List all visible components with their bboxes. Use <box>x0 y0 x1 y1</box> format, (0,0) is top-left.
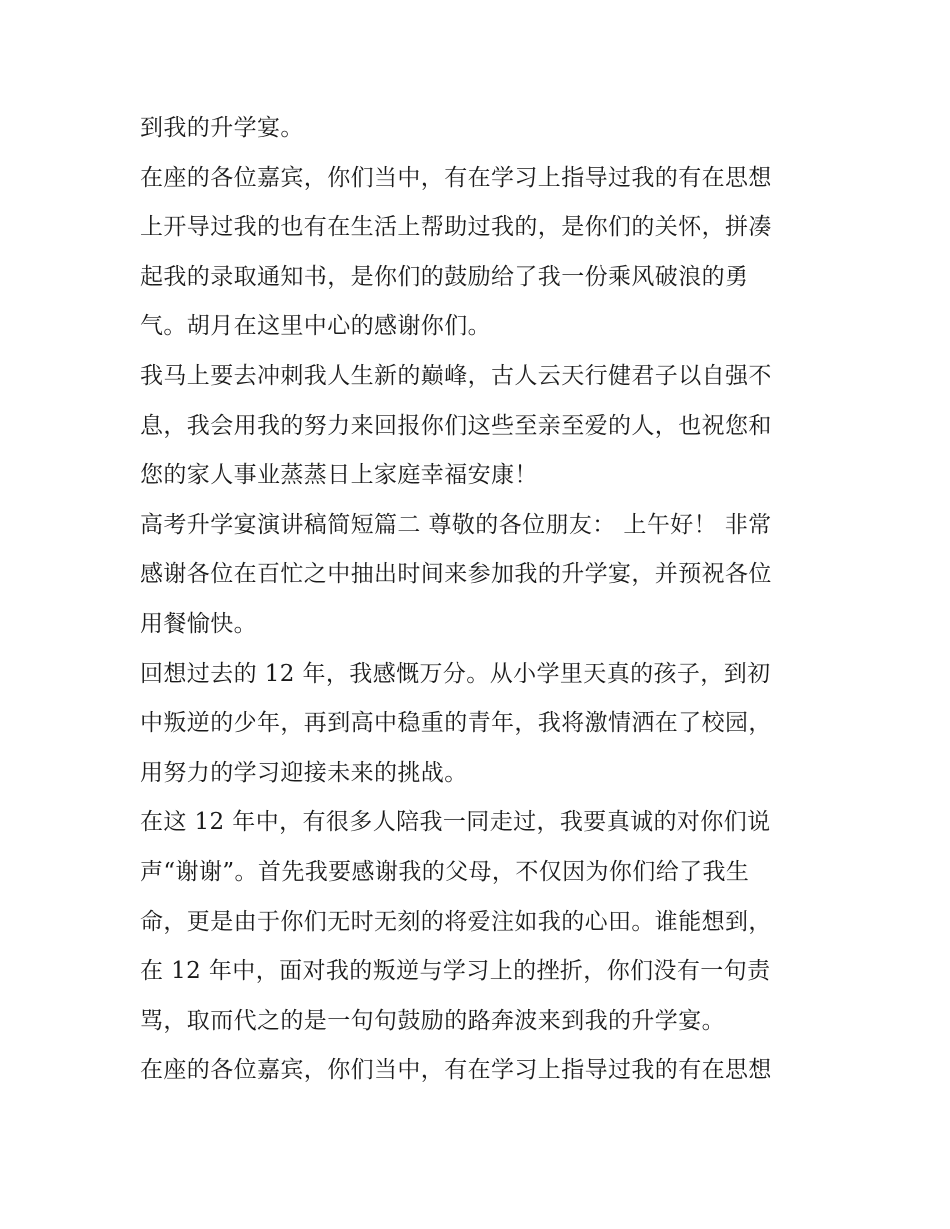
text-line: 用餐愉快。 <box>140 610 257 637</box>
text-line: 中叛逆的少年，再到高中稳重的青年，我将激情洒在了校园， <box>140 710 772 737</box>
text-line: 上开导过我的也有在生活上帮助过我的，是你们的关怀，拼凑 <box>140 214 772 241</box>
text-line: 命，更是由于你们无时无刻的将爱注如我的心田。谁能想到， <box>140 908 772 935</box>
text-line: 我马上要去冲刺我人生新的巅峰，古人云天行健君子以自强不 <box>140 362 772 389</box>
text-line: 息，我会用我的努力来回报你们这些至亲至爱的人，也祝您和 <box>140 412 772 439</box>
text-line: 高考升学宴演讲稿简短篇二 尊敬的各位朋友： 上午好！ 非常 <box>140 511 772 538</box>
text-line: 在这 12 年中，有很多人陪我一同走过，我要真诚的对你们说 <box>140 809 771 836</box>
text-line: 声“谢谢”。首先我要感谢我的父母，不仅因为你们给了我生 <box>140 858 750 885</box>
text-line: 起我的录取通知书，是你们的鼓励给了我一份乘风破浪的勇 <box>140 263 749 290</box>
text-line: 回想过去的 12 年，我感慨万分。从小学里天真的孩子，到初 <box>140 660 771 687</box>
text-line: 您的家人事业蒸蒸日上家庭幸福安康！ <box>140 462 538 489</box>
text-line: 用努力的学习迎接未来的挑战。 <box>140 759 468 786</box>
text-line: 感谢各位在百忙之中抽出时间来参加我的升学宴，并预祝各位 <box>140 561 772 588</box>
text-line: 在座的各位嘉宾，你们当中，有在学习上指导过我的有在思想 <box>140 1057 772 1084</box>
text-line: 骂，取而代之的是一句句鼓励的路奔波来到我的升学宴。 <box>140 1007 725 1034</box>
text-line: 到我的升学宴。 <box>140 115 304 141</box>
document-body <box>140 104 820 1096</box>
text-line: 在座的各位嘉宾，你们当中，有在学习上指导过我的有在思想 <box>140 164 772 191</box>
text-line: 在 12 年中，面对我的叛逆与学习上的挫折，你们没有一句责 <box>140 958 771 985</box>
text-line: 气。胡月在这里中心的感谢你们。 <box>140 313 491 340</box>
